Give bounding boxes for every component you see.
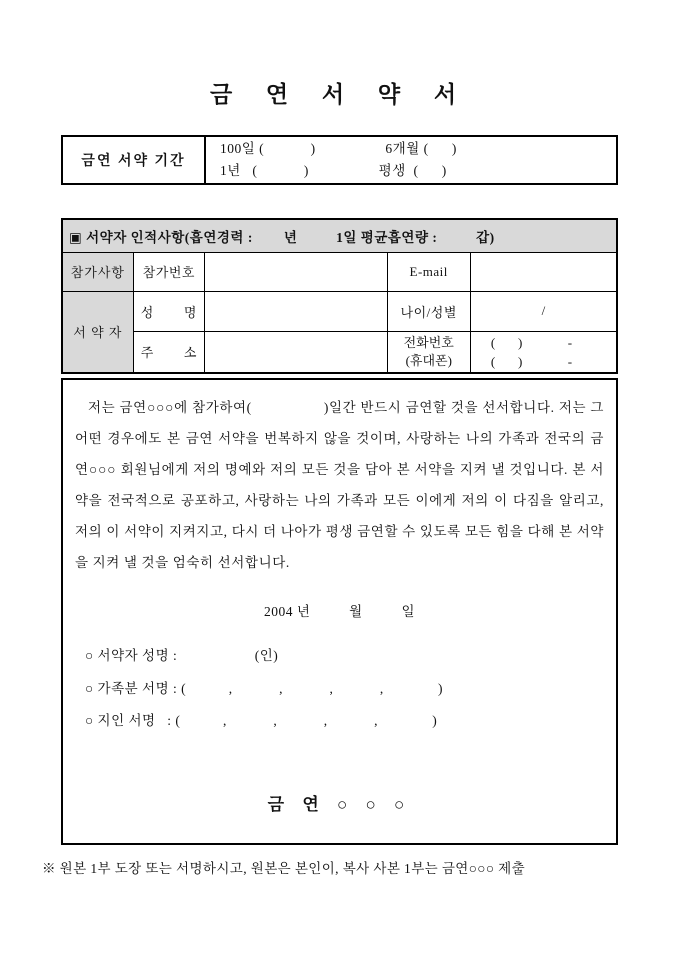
document-title: 금 연 서 약 서 — [209, 82, 471, 107]
pledge-text: 저는 금연○○○에 참가하여( )일간 반드시 금연할 것을 선서합니다. 저는 그 어떤 경우에도 본 금연 서약을 번복하지 않을 것이며, 사랑하는 나의 가족과 전국의 금연○○○ 회원님에게 저의 명예와 저의 모든 것을 담아 본 서약을 지켜 낼 것입니다. 본 서약을 전국적으로 공포하고, 사랑하는 나의 가족과 모든 이에게 저의 이 다짐을 알리고, 저의 이 서약이 지켜지고, 다시 더 나아가 평생 금연할 수 있도록 모든 힘을 다해 본 서약을 지켜 낼 것을 엄숙히 선서합니다. — [75, 400, 604, 570]
pledge-period-table — [61, 135, 618, 185]
phone-label-line1: 전화번호 — [403, 334, 454, 350]
participation-no-label: 참가번호 — [133, 252, 204, 291]
age-gender-label: 나이/성별 — [387, 291, 470, 331]
address-blank[interactable] — [204, 331, 387, 373]
pledger-info-table — [61, 218, 618, 374]
phone-blank[interactable] — [470, 331, 617, 373]
signature-list — [85, 640, 616, 738]
table-row — [62, 291, 617, 331]
table-row — [62, 219, 617, 252]
phone-label — [387, 331, 470, 373]
address-label: 주 소 — [133, 331, 204, 373]
participation-no-blank[interactable] — [204, 252, 387, 291]
period-options-row-2[interactable]: 1년 ( ) 평생 ( ) — [220, 163, 447, 178]
signature-line-friend[interactable]: ○ 지인 서명 : ( , , , , ) — [85, 713, 438, 728]
phone-label-line2: (휴대폰) — [405, 352, 452, 368]
participation-section-label: 참가사항 — [62, 252, 133, 291]
email-blank[interactable] — [470, 252, 617, 291]
age-gender-blank[interactable]: / — [470, 291, 617, 331]
pledge-box — [61, 378, 618, 845]
date-line[interactable]: 2004 년 월 일 — [264, 604, 415, 619]
info-table-caption-text: 서약자 인적사항(흡연경력 : 년 1일 평균흡연량 : 갑) — [82, 229, 495, 245]
table-row — [62, 136, 617, 184]
pledge-period-label: 금연 서약 기간 — [62, 136, 205, 184]
period-options-row-1[interactable]: 100일 ( ) 6개월 ( ) — [220, 141, 457, 156]
name-label: 성 명 — [133, 291, 204, 331]
email-label: E-mail — [387, 252, 470, 291]
pledge-period-options — [205, 136, 617, 184]
pledger-section-label: 서 약 자 — [62, 291, 133, 373]
info-table-caption — [62, 219, 617, 252]
table-row — [62, 331, 617, 373]
phone-blank-line2[interactable]: ( ) - — [490, 353, 573, 369]
table-row — [62, 252, 617, 291]
phone-blank-line1[interactable]: ( ) - — [490, 334, 573, 350]
section-marker-icon: ▣ — [69, 229, 83, 245]
name-blank[interactable] — [204, 291, 387, 331]
signature-line-family[interactable]: ○ 가족분 서명 : ( , , , , ) — [85, 680, 443, 696]
footer-note: ※ 원본 1부 도장 또는 서명하시고, 원본은 본인이, 복사 사본 1부는 금연○○○ 제출 — [42, 861, 526, 876]
signature-line-pledger[interactable]: ○ 서약자 성명 : (인) — [85, 648, 279, 663]
organization-name: 금 연 ○ ○ ○ — [267, 794, 412, 814]
